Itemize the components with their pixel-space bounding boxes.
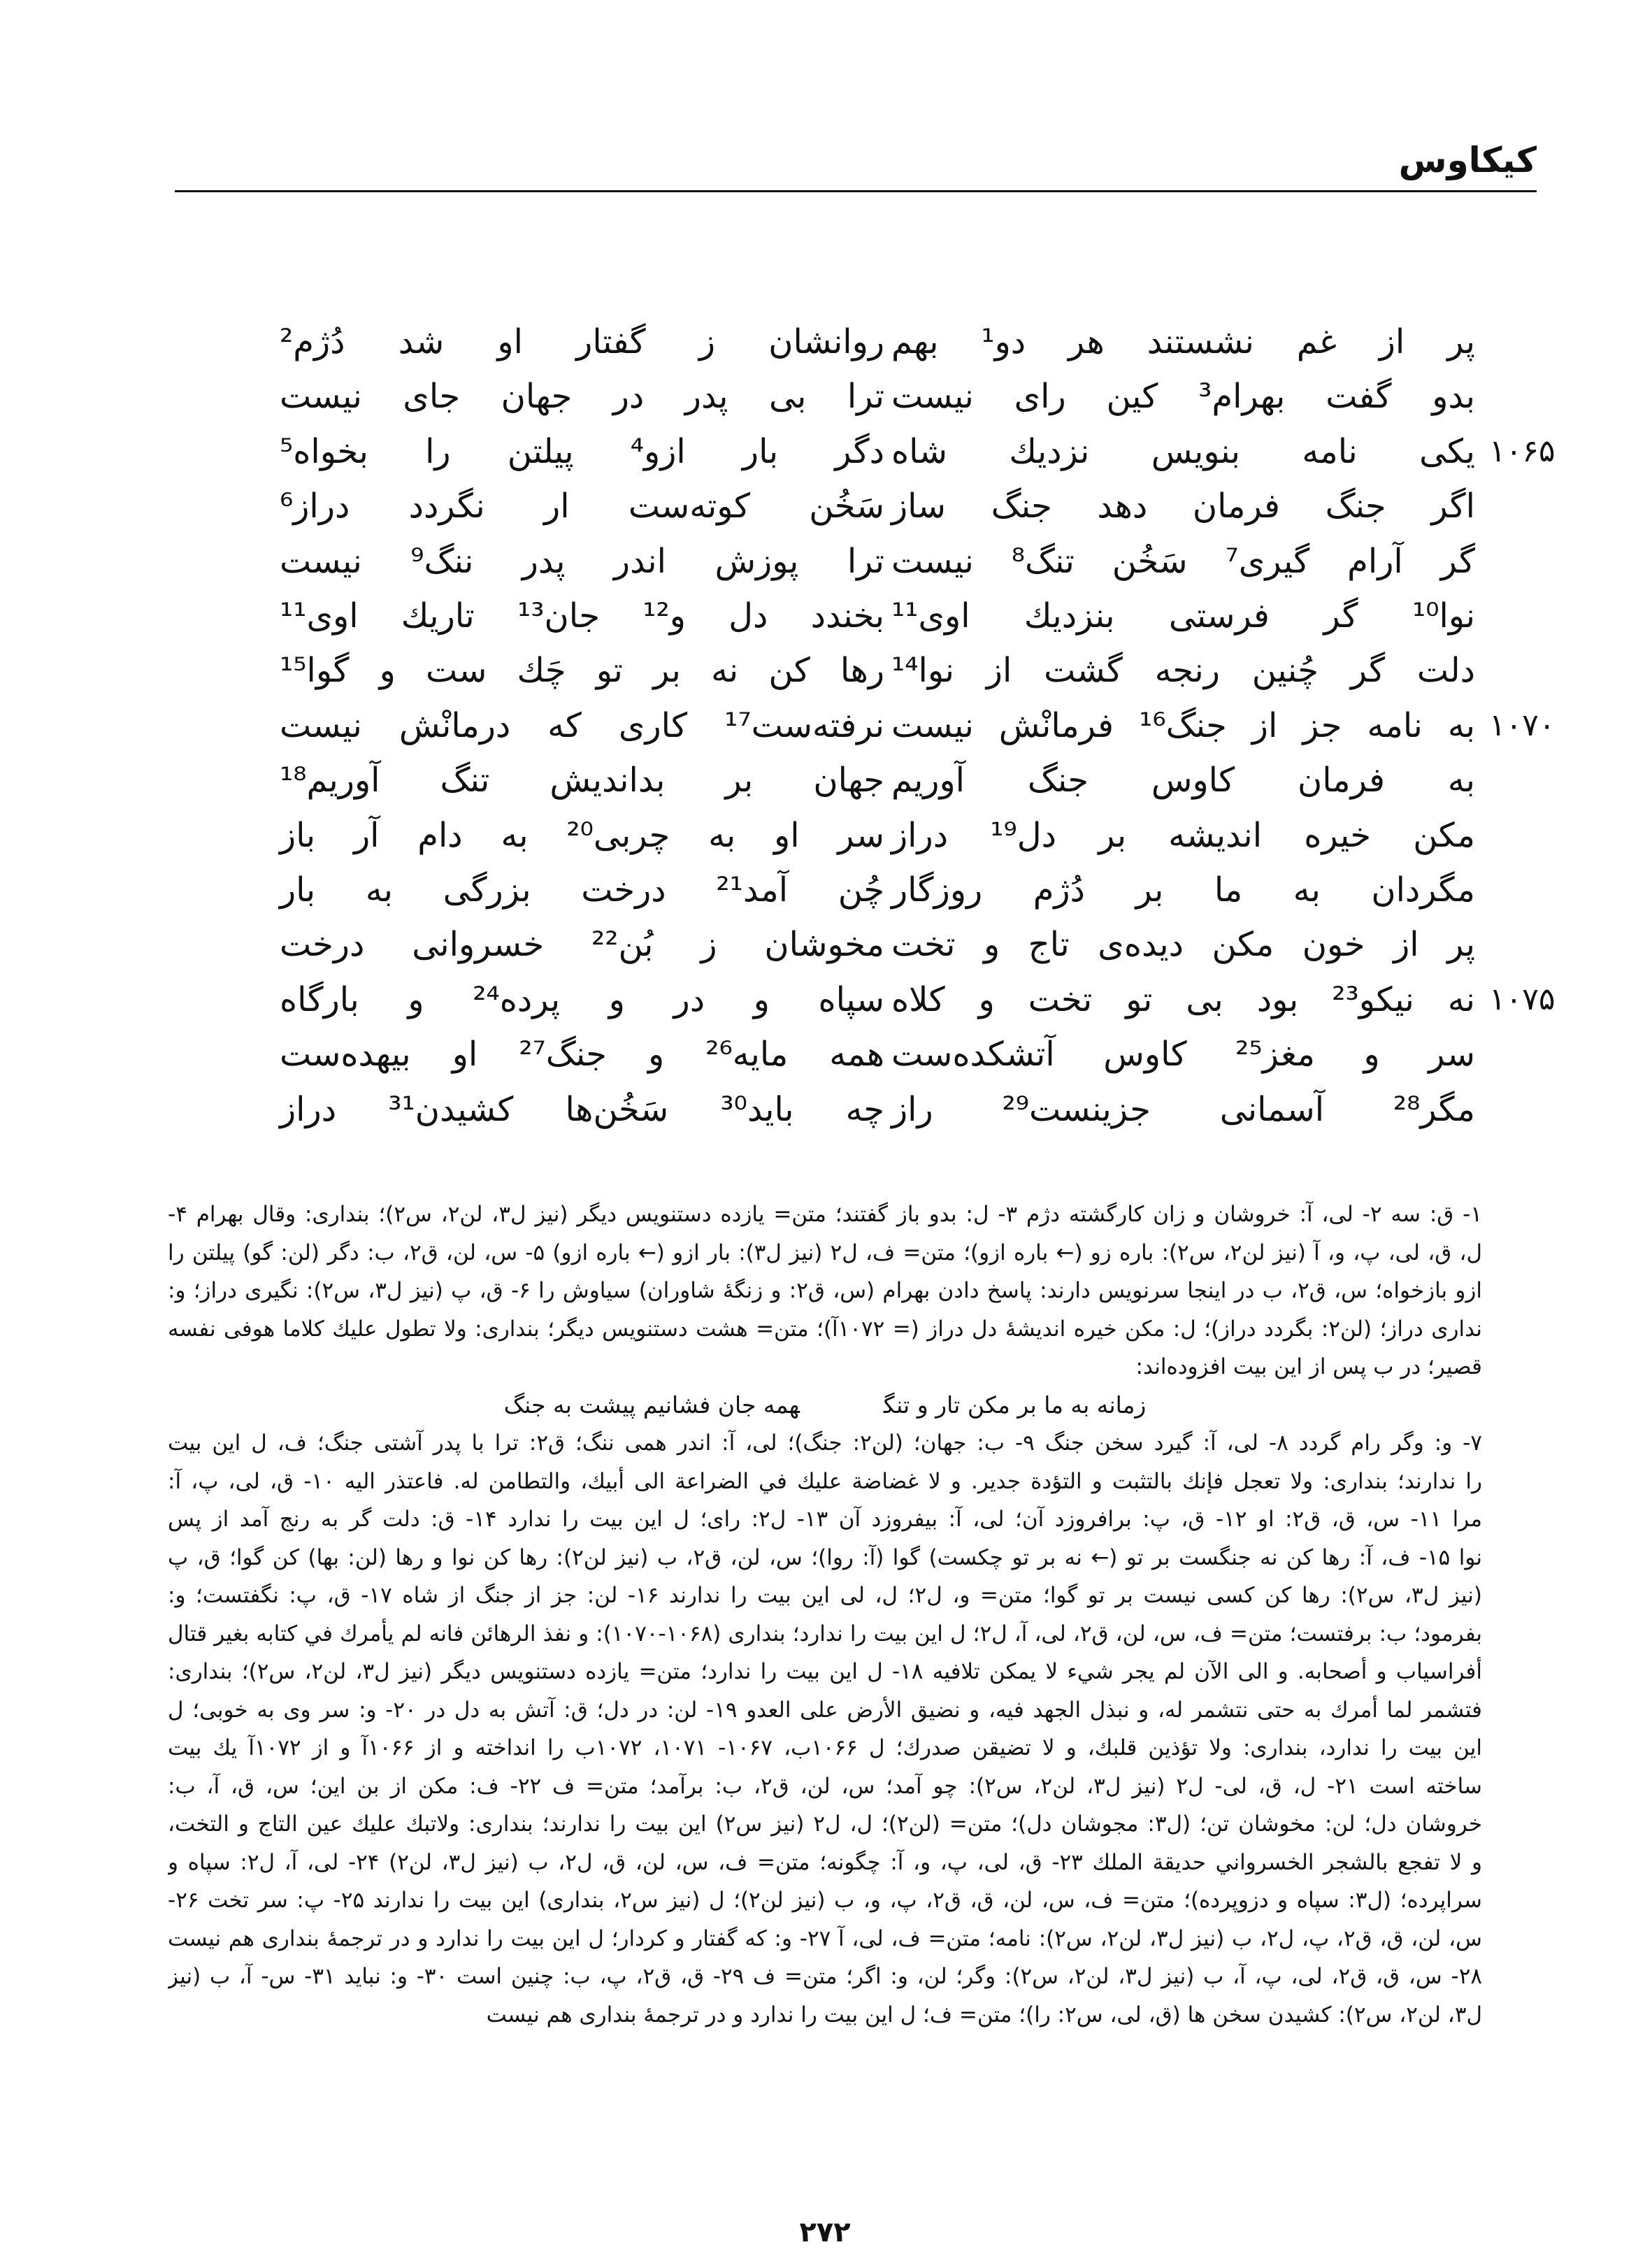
verse-second-hemistich: سَخُن کوته‌ست ار نگردد دراز⁶ bbox=[280, 487, 884, 526]
verse-second-hemistich: دگر بار ازو⁴ پیلتن را بخواه⁵ bbox=[280, 431, 884, 471]
verse-second-hemistich: سپاه و در و پرده²⁴ و بارگاه bbox=[280, 979, 884, 1019]
footnote-line: س، لن، ق، ق۲، پ، ل۲، ب (نیز ل۳، لن۲، س۲): نامه؛ متن= ف، لی، آ ۲۷- و: که گفتار و کردار؛ ل این بیت را ندارد و در ترجمهٔ بنداری هم نیست bbox=[168, 1925, 1482, 1951]
footnote-line: و لا تفجع بالشجر الخسرواني حديقة الملك ۲۳- ق، لی، پ، و، آ: چگونه؛ متن= ف، س، لن، ق، ل۲، ب (نیز ل۳، لن۲) ۲۴- لی، آ، ل۲: سپاه و bbox=[168, 1849, 1482, 1875]
verse-line bbox=[0, 424, 1652, 479]
verse-second-hemistich: مخوشان ز بُن²² خسروانی درخت bbox=[280, 925, 884, 965]
verse-line bbox=[0, 972, 1652, 1027]
header-rule bbox=[175, 190, 1537, 192]
verse-line bbox=[0, 534, 1652, 589]
verse-line bbox=[0, 1082, 1652, 1137]
verse-second-hemistich: روانشان ز گفتار او شد دُژم² bbox=[280, 322, 884, 361]
verse-first-hemistich: یکی نامه بنویس نزدیك شاه bbox=[891, 431, 1475, 471]
footnote-line: قصیر؛ در ب پس از این بیت افزوده‌اند: bbox=[1135, 1354, 1482, 1379]
footnote-inserted-verse bbox=[168, 1386, 1482, 1425]
verse-second-hemistich: چه باید³⁰ سَخُن‌ها کشیدن³¹ دراز bbox=[280, 1089, 885, 1129]
verse-line bbox=[0, 1027, 1652, 1082]
verse-line bbox=[0, 643, 1652, 698]
verse-line bbox=[0, 753, 1652, 808]
verse-first-hemistich: نوا¹⁰ گر فرستی بنزدیك اوی¹¹ bbox=[891, 596, 1475, 636]
verse-second-hemistich: بخندد دل و¹² جان¹³ تاریك اوی¹¹ bbox=[280, 596, 885, 636]
footnote-line: خروشان دل؛ لن: مخوشان تن؛ (ل۳: مجوشان دل)؛ متن= (لن۲)؛ ل، ل۲ (نیز س۲) این بیت را ندارند؛ بنداری: ولاتبك عليك عين التاج و التخت، bbox=[168, 1811, 1482, 1837]
footnote-line: را ندارند؛ بنداری: ولا تعجل فإنك بالتثبت و التؤدة جدير. و لا غضاضة عليك في الضراعة الى أبيك، والتطامن له. فاعتذر اليه ۱۰- ق، لی، پ، آ: bbox=[168, 1468, 1482, 1494]
verse-first-hemistich: مگردان به ما بر دُژم روزگار bbox=[891, 870, 1475, 910]
verse-first-hemistich: مکن خیره اندیشه بر دل¹⁹ دراز bbox=[891, 815, 1476, 855]
footnote-line: فتشمر لما أمرك به حتى نتشمر له، و نبذل الجهد فيه، و نضيق الأرض على العدو ۱۹- لن: در دل؛ ق: آتش به دل در ۲۰- و: سر وی به خوبی؛ ل bbox=[168, 1697, 1482, 1723]
footnote-line: ساخته است ۲۱- ل، ق، لی- ل۲ (نیز ل۳، لن۲، س۲): چو آمد؛ س، لن، ق۲، ب: برآمد؛ متن= ف ۲۲- ف: مکن از بن این؛ س، ق، آ، ب: bbox=[168, 1773, 1482, 1799]
footnotes bbox=[168, 1196, 1482, 2034]
verse-line bbox=[0, 917, 1652, 972]
verse-first-hemistich: سر و مغز²⁵ کاوس آتشکده‌ست bbox=[891, 1035, 1475, 1075]
footnote-line: ۷- و: وگر رام گردد ۸- لی، آ: گیرد سخن جنگ ۹- ب: جهان؛ (لن۲: جنگ)؛ لی، آ: اندر همی ننگ؛ ق۲: ترا با پدر آشتی جنگ؛ ف، ل این بیت bbox=[168, 1430, 1482, 1456]
verse-first-hemistich: به نامه جز از جنگ¹⁶ فرمانْش نیست bbox=[891, 705, 1476, 745]
verse-line bbox=[0, 589, 1652, 643]
verse-second-hemistich: ترا پوزش اندر پدر ننگ⁹ نیست bbox=[280, 541, 884, 581]
footnote-line: ل، ق، لی، پ، و، آ (نیز لن۲، س۲): باره زو (← باره ازو)؛ متن= ف، ل۲ (نیز ل۳): بار ازو (← باره ازو) ۵- س، لن، ق۲، ب: دگر (لن: گو) پیلتن را bbox=[168, 1240, 1482, 1265]
verse-first-hemistich: اگر جنگ فرمان دهد جنگ ساز bbox=[891, 487, 1475, 526]
verse-line bbox=[0, 369, 1652, 424]
running-header-title: کیکاوس bbox=[1398, 140, 1537, 180]
verse-first-hemistich: به فرمان کاوس جنگ آوریم bbox=[891, 761, 1475, 801]
inserted-verse-second: همه جان فشانیم پیشت به جنگ bbox=[503, 1391, 800, 1419]
verse-first-hemistich: گر آرام گیری⁷ سَخُن تنگ⁸ نیست bbox=[891, 541, 1476, 581]
footnote-line: مرا ۱۱- س، ق، ق۲: او ۱۲- ق، پ: برافروزد آن؛ لی، آ: بیفروزد آن ۱۳- ل۲: رای؛ ل این بیت را ندارد ۱۴- ق: دلت گر به رنج آمد از پس bbox=[168, 1507, 1482, 1532]
footnote-line: بفرمود؛ ب: برفتست؛ متن= ف، س، لن، ق۲، لی، آ، ل۲؛ ل این بیت را ندارد؛ بنداری (۱۰۶۸-۱۰۷۰): و نفذ الرهائن فانه لم يأمرك في كتابه بغير قتال bbox=[168, 1621, 1482, 1646]
verse-line bbox=[0, 698, 1652, 753]
inserted-verse-first: زمانه به ما بر مکن تار و تنگ bbox=[883, 1391, 1147, 1419]
verse-first-hemistich: نه نیکو²³ بود بی تو تخت و کلاه bbox=[891, 979, 1475, 1019]
verse-number: ۱۰۷۵ bbox=[1489, 981, 1556, 1017]
footnote-line: ۲۸- س، ق، ق۲، لی، پ، آ، ب (نیز ل۳، لن۲، س۲): وگر؛ لن، و: اگر؛ متن= ف ۲۹- ق، ق۲، پ، ب: چنین است ۳۰- و: نباید ۳۱- س- آ، ب (نیز bbox=[168, 1964, 1482, 1989]
verse-second-hemistich: ترا بی پدر در جهان جای نیست bbox=[280, 377, 884, 417]
verse-number: ۱۰۷۰ bbox=[1489, 707, 1556, 743]
verse-second-hemistich: همه مایه²⁶ و جنگ²⁷ او بیهده‌ست bbox=[280, 1035, 885, 1075]
footnote-line: این بیت را ندارد، بنداری: ولا تؤذين قلبك، و لا تضيقن صدرك؛ ل ۱۰۶۶ب، ۱۰۶۷- ۱۰۷۱، ۱۰۷۲ب را انداخته و از ۱۰۶۶آ و از ۱۰۷۲آ یك بیت bbox=[168, 1735, 1482, 1760]
verse-second-hemistich: رها کن نه بر تو چَك ست و گوا¹⁵ bbox=[280, 651, 884, 691]
verse-first-hemistich: پر از خون مکن دیده‌ی تاج و تخت bbox=[891, 925, 1475, 965]
verse-second-hemistich: جهان بر بداندیش تنگ آوریم¹⁸ bbox=[280, 761, 884, 801]
verse-line bbox=[0, 315, 1652, 369]
verse-second-hemistich: چُن آمد²¹ درخت بزرگی به بار bbox=[280, 870, 884, 910]
verse-line bbox=[0, 863, 1652, 917]
footnote-line: نوا ۱۵- ف، آ: رها کن نه جنگست بر تو (← نه بر تو چکست) گوا (آ: روا)؛ س، لن، ق۲، ب (نیز لن۲): رها کن نوا و رها (لن: بها) کن گوا؛ ق، پ bbox=[168, 1544, 1482, 1570]
verse-line bbox=[0, 479, 1652, 533]
footnote-line: سراپرده؛ (ل۳: سپاه و دزوپرده)؛ متن= ف، س، لن، ق، ق۲، پ، و، ب (نیز لن۲)؛ ل (نیز س۲، بنداری) این بیت را ندارند ۲۵- پ: سر تخت ۲۶- bbox=[168, 1888, 1482, 1913]
page-number: ۲۷۲ bbox=[799, 2216, 851, 2248]
verse-first-hemistich: دلت گر چُنین رنجه گشت از نوا¹⁴ bbox=[891, 651, 1475, 691]
footnote-line: نداری دراز؛ (لن۲: بگردد دراز)؛ ل: مکن خیره اندیشهٔ دل دراز (= ۱۰۷۲آ)؛ متن= هشت دستنویس دیگر؛ بنداری: ولا تطول علیك كلاما هوفی نفسه bbox=[168, 1316, 1482, 1342]
verse-second-hemistich: سر او به چربی²⁰ به دام آر باز bbox=[280, 815, 885, 855]
verse-first-hemistich: پر از غم نشستند هر دو¹ بهم bbox=[891, 322, 1475, 361]
verse-number: ۱۰۶۵ bbox=[1489, 433, 1556, 469]
footnote-line: (نیز ل۳، س۲): رها کن کسی نیست بر تو گوا؛ متن= و، ل۲؛ ل، لی این بیت را ندارند ۱۶- لن: جز از جنگ از شاه ۱۷- ق، پ: نگفتست؛ و: bbox=[168, 1583, 1482, 1608]
footnote-line: ل۳، لن۲، س۲): کشیدن سخن ها (ق، لی، س۲: را)؛ متن= ف؛ ل این بیت را ندارد و در ترجمهٔ بنداری هم نیست bbox=[486, 2002, 1482, 2027]
footnote-line: أفراسياب و أصحابه. و الى الآن لم يجر شيء لا يمكن تلافيه ۱۸- ل این بیت را ندارد؛ متن= یازده دستنویس دیگر (نیز ل۳، لن۲، س۲)؛ بنداری: bbox=[168, 1659, 1482, 1684]
footnote-line: ازو بازخواه؛ س، ق۲، ب در اینجا سرنویس دارند: پاسخ دادن بهرام (س، ق۲: و زنگهٔ شاوران) سیاوش را ۶- ق، پ (نیز ل۳، س۲): نگیری دراز؛ و: bbox=[168, 1278, 1482, 1303]
verse-line bbox=[0, 808, 1652, 863]
verse-first-hemistich: مگر²⁸ آسمانی جزینست²⁹ راز bbox=[891, 1089, 1476, 1129]
verse-second-hemistich: نرفته‌ست¹⁷ کاری که درمانْش نیست bbox=[280, 705, 884, 745]
footnote-line: ۱- ق: سه ۲- لی، آ: خروشان و زان کارگشته دژم ۳- ل: بدو باز گفتند؛ متن= یازده دستنویس دیگر (نیز ل۳، لن۲، س۲)؛ بنداری: وقال بهرام ۴- bbox=[168, 1202, 1482, 1227]
verse-first-hemistich: بدو گفت بهرام³ کین رای نیست bbox=[891, 377, 1475, 417]
